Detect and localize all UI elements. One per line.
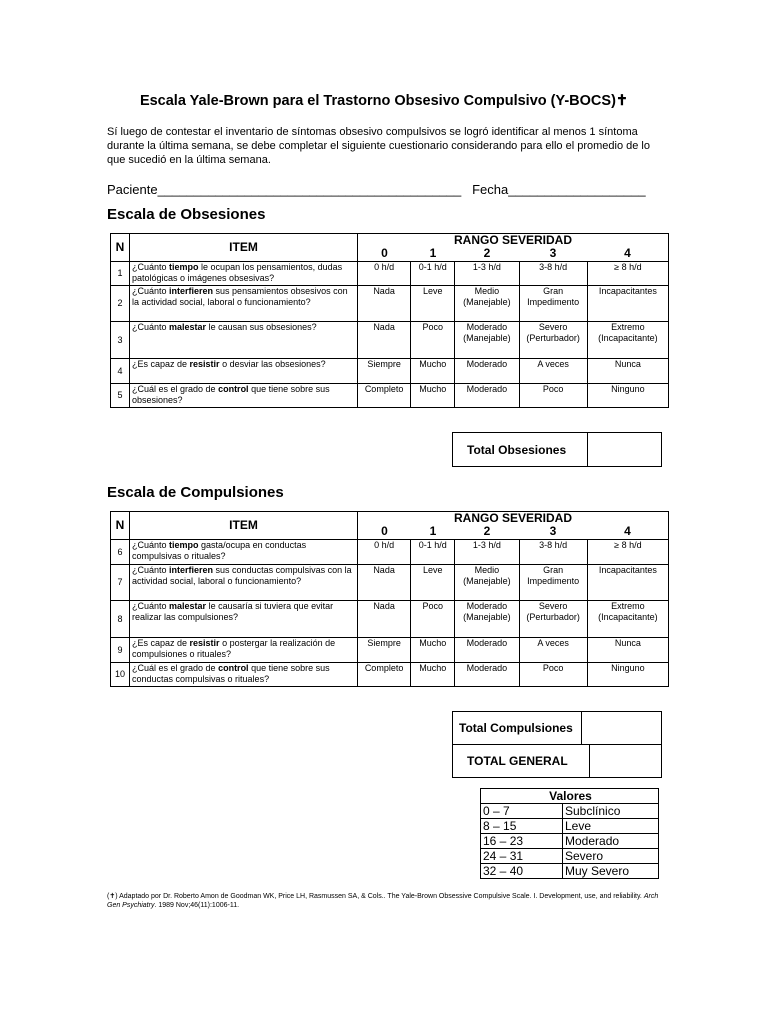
severity-option[interactable]: ≥ 8 h/d	[587, 262, 668, 286]
question-text-end: gasta/ocupa en conductas compulsivas o rituales?	[132, 540, 307, 561]
severity-level-2: 2	[483, 524, 491, 538]
severity-option[interactable]: 0-1 h/d	[411, 540, 455, 565]
rango-title: RANGO SEVERIDAD	[453, 511, 572, 525]
severity-level-0: 0	[381, 524, 388, 538]
item-question	[130, 663, 358, 687]
severity-option[interactable]: Nada	[358, 286, 411, 322]
col-header-n: N	[111, 234, 130, 262]
total-compulsions-label: Total Compulsiones	[453, 712, 582, 744]
table-row	[111, 565, 669, 601]
values-label: Moderado	[563, 834, 659, 849]
footnote-text-end: . 1989 Nov;46(11):1006-11.	[154, 902, 240, 909]
table-row	[111, 286, 669, 322]
item-number: 3	[111, 322, 130, 359]
severity-option[interactable]: Severo (Perturbador)	[519, 601, 587, 638]
severity-level-1: 1	[429, 524, 437, 538]
col-header-rango	[358, 512, 669, 540]
values-range: 32 – 40	[481, 864, 563, 879]
question-keyword: resistir	[189, 359, 220, 369]
severity-option[interactable]: 1-3 h/d	[455, 540, 519, 565]
footnote-text: Adaptado por Dr. Roberto Amon de Goodman WK, Price LH, Rasmussen SA, & Cols.. The Yale-Brown Obsessive Compulsive Scale. I. Development, use, and reliability.	[117, 893, 644, 900]
severity-level-4: 4	[624, 246, 631, 260]
total-compulsions-row	[453, 712, 661, 745]
severity-option[interactable]: 3-8 h/d	[519, 540, 587, 565]
severity-option[interactable]: Gran Impedimento	[519, 565, 587, 601]
question-text: ¿Cuánto	[132, 540, 170, 550]
severity-level-2: 2	[483, 246, 491, 260]
severity-option[interactable]: Mucho	[411, 359, 455, 384]
values-row	[481, 849, 659, 864]
severity-option[interactable]: Medio (Manejable)	[455, 286, 519, 322]
question-text: ¿Cuál es el grado de	[132, 384, 219, 394]
severity-option[interactable]: Leve	[411, 286, 455, 322]
question-text-end: que tiene sobre sus conductas compulsivas o rituales?	[132, 663, 330, 684]
values-row	[481, 834, 659, 849]
item-number: 4	[111, 359, 130, 384]
severity-level-3: 3	[549, 246, 557, 260]
severity-option[interactable]: Mucho	[411, 384, 455, 408]
col-header-n: N	[111, 512, 130, 540]
question-keyword: interfieren	[169, 565, 214, 575]
severity-option[interactable]: A veces	[519, 638, 587, 663]
severity-option[interactable]: A veces	[519, 359, 587, 384]
rango-title: RANGO SEVERIDAD	[453, 233, 572, 247]
severity-option[interactable]: Moderado (Manejable)	[455, 322, 519, 359]
table-row	[111, 359, 669, 384]
severity-option[interactable]: Extremo (Incapacitante)	[587, 322, 668, 359]
total-general-label: TOTAL GENERAL	[453, 745, 590, 777]
table-row	[111, 540, 669, 565]
severity-option[interactable]: Poco	[519, 384, 587, 408]
item-number: 10	[111, 663, 130, 687]
item-question	[130, 286, 358, 322]
table-row	[111, 638, 669, 663]
question-keyword: control	[218, 384, 249, 394]
severity-option[interactable]: Completo	[358, 663, 411, 687]
values-range: 24 – 31	[481, 849, 563, 864]
values-range: 8 – 15	[481, 819, 563, 834]
severity-option[interactable]: Completo	[358, 384, 411, 408]
severity-option[interactable]: Siempre	[358, 638, 411, 663]
total-general-row	[453, 745, 661, 777]
table-row	[111, 262, 669, 286]
question-text-end: que tiene sobre sus obsesiones?	[132, 384, 330, 405]
severity-option[interactable]: Nada	[358, 322, 411, 359]
severity-level-3: 3	[549, 524, 557, 538]
severity-option[interactable]: Moderado	[455, 663, 519, 687]
question-text: ¿Cuánto	[132, 286, 170, 296]
item-question	[130, 540, 358, 565]
question-text-end: le causaría si tuviera que evitar realizar las compulsiones?	[132, 601, 334, 622]
footnote	[107, 892, 667, 910]
question-text-end: sus conductas compulsivas con la actividad social, laboral o funcionamiento?	[132, 565, 352, 586]
severity-option[interactable]: Incapacitantes	[587, 565, 668, 601]
severity-option[interactable]: Gran Impedimento	[519, 286, 587, 322]
severity-option[interactable]: Poco	[411, 322, 455, 359]
total-obsessions-label: Total Obsesiones	[453, 433, 588, 466]
severity-option[interactable]: Moderado	[455, 638, 519, 663]
values-label: Subclínico	[563, 804, 659, 819]
patient-field[interactable]: __________________________________________	[157, 182, 462, 197]
severity-option[interactable]: Medio (Manejable)	[455, 565, 519, 601]
question-text-end: le ocupan los pensamientos, dudas patológicas o imágenes obsesivas?	[132, 262, 343, 283]
question-keyword: resistir	[189, 638, 220, 648]
severity-level-4: 4	[624, 524, 631, 538]
question-keyword: malestar	[169, 601, 207, 611]
table-row	[111, 663, 669, 687]
severity-option[interactable]: Nunca	[587, 638, 668, 663]
severity-option[interactable]: Nada	[358, 565, 411, 601]
values-row	[481, 864, 659, 879]
severity-option[interactable]: Moderado	[455, 384, 519, 408]
severity-option[interactable]: Severo (Perturbador)	[519, 322, 587, 359]
question-text: ¿Cuánto	[132, 262, 170, 272]
footnote-mark: (✝)	[107, 893, 118, 900]
severity-option[interactable]: Mucho	[411, 663, 455, 687]
date-field[interactable]: ___________________	[508, 182, 646, 197]
obsessions-heading: Escala de Obsesiones	[107, 206, 266, 223]
severity-levels	[358, 525, 668, 538]
item-question	[130, 565, 358, 601]
question-keyword: tiempo	[169, 540, 199, 550]
question-text: ¿Es capaz de	[132, 359, 190, 369]
severity-option[interactable]: Poco	[411, 601, 455, 638]
item-number: 7	[111, 565, 130, 601]
item-question	[130, 601, 358, 638]
item-number: 9	[111, 638, 130, 663]
col-header-item: ITEM	[130, 234, 358, 262]
question-keyword: interfieren	[169, 286, 214, 296]
table-row	[111, 601, 669, 638]
item-question	[130, 262, 358, 286]
severity-option[interactable]: Moderado (Manejable)	[455, 601, 519, 638]
severity-option[interactable]: Incapacitantes	[587, 286, 668, 322]
values-heading: Valores	[481, 789, 659, 804]
severity-option[interactable]: Ninguno	[587, 663, 668, 687]
severity-option[interactable]: 0 h/d	[358, 540, 411, 565]
total-obsessions-value[interactable]	[588, 433, 661, 466]
values-table	[480, 788, 659, 879]
values-range: 0 – 7	[481, 804, 563, 819]
total-general-value[interactable]	[590, 745, 661, 777]
severity-option[interactable]: 1-3 h/d	[455, 262, 519, 286]
values-row	[481, 819, 659, 834]
item-number: 5	[111, 384, 130, 408]
total-obsessions-box	[452, 432, 662, 467]
severity-option[interactable]: Leve	[411, 565, 455, 601]
item-question	[130, 322, 358, 359]
severity-option[interactable]: Mucho	[411, 638, 455, 663]
obsessions-table	[110, 233, 669, 408]
severity-option[interactable]: ≥ 8 h/d	[587, 540, 668, 565]
totals-box	[452, 711, 662, 778]
severity-option[interactable]: Nada	[358, 601, 411, 638]
col-header-rango	[358, 234, 669, 262]
col-header-item: ITEM	[130, 512, 358, 540]
item-number: 8	[111, 601, 130, 638]
values-row	[481, 804, 659, 819]
table-row	[111, 322, 669, 359]
severity-level-0: 0	[381, 246, 388, 260]
item-number: 1	[111, 262, 130, 286]
item-number: 2	[111, 286, 130, 322]
question-text: ¿Cuánto	[132, 565, 170, 575]
severity-option[interactable]: Extremo (Incapacitante)	[587, 601, 668, 638]
question-text-end: o postergar la realización de compulsiones o rituales?	[132, 638, 336, 659]
table-row	[111, 384, 669, 408]
footnote-journal: Arch Gen Psychiatry	[107, 893, 659, 909]
item-question	[130, 384, 358, 408]
question-text-end: sus pensamientos obsesivos con la actividad social, laboral o funcionamiento?	[132, 286, 348, 307]
compulsions-table	[110, 511, 669, 687]
severity-option[interactable]: Poco	[519, 663, 587, 687]
question-keyword: malestar	[169, 322, 207, 332]
severity-option[interactable]: Ninguno	[587, 384, 668, 408]
severity-option[interactable]: Moderado	[455, 359, 519, 384]
total-compulsions-value[interactable]	[582, 712, 661, 744]
question-text: ¿Cuánto	[132, 322, 170, 332]
compulsions-heading: Escala de Compulsiones	[107, 484, 284, 501]
severity-option[interactable]: 0-1 h/d	[411, 262, 455, 286]
values-label: Leve	[563, 819, 659, 834]
question-text: ¿Cuánto	[132, 601, 170, 611]
values-range: 16 – 23	[481, 834, 563, 849]
severity-option[interactable]: 3-8 h/d	[519, 262, 587, 286]
severity-option[interactable]: Siempre	[358, 359, 411, 384]
item-question	[130, 638, 358, 663]
item-question	[130, 359, 358, 384]
question-keyword: control	[218, 663, 249, 673]
severity-option[interactable]: 0 h/d	[358, 262, 411, 286]
date-label: Fecha	[472, 182, 509, 197]
question-text: ¿Cuál es el grado de	[132, 663, 219, 673]
severity-level-1: 1	[429, 246, 437, 260]
severity-option[interactable]: Nunca	[587, 359, 668, 384]
question-text-end: o desviar las obsesiones?	[219, 359, 326, 369]
question-text: ¿Es capaz de	[132, 638, 190, 648]
intro-text: Sí luego de contestar el inventario de síntomas obsesivo compulsivos se logró identificar al menos 1 síntoma durante la última semana, se debe completar el siguiente cuestionario considerando para ello el promedio de lo que sucedió en la última semana.	[107, 126, 650, 166]
question-text-end: le causan sus obsesiones?	[206, 322, 317, 332]
item-number: 6	[111, 540, 130, 565]
severity-levels	[358, 247, 668, 260]
patient-label: Paciente	[107, 182, 158, 197]
values-label: Severo	[563, 849, 659, 864]
page-title: Escala Yale-Brown para el Trastorno Obsesivo Compulsivo (Y-BOCS)✝	[139, 93, 629, 109]
question-keyword: tiempo	[169, 262, 199, 272]
patient-date-line	[107, 182, 646, 197]
values-label: Muy Severo	[563, 864, 659, 879]
